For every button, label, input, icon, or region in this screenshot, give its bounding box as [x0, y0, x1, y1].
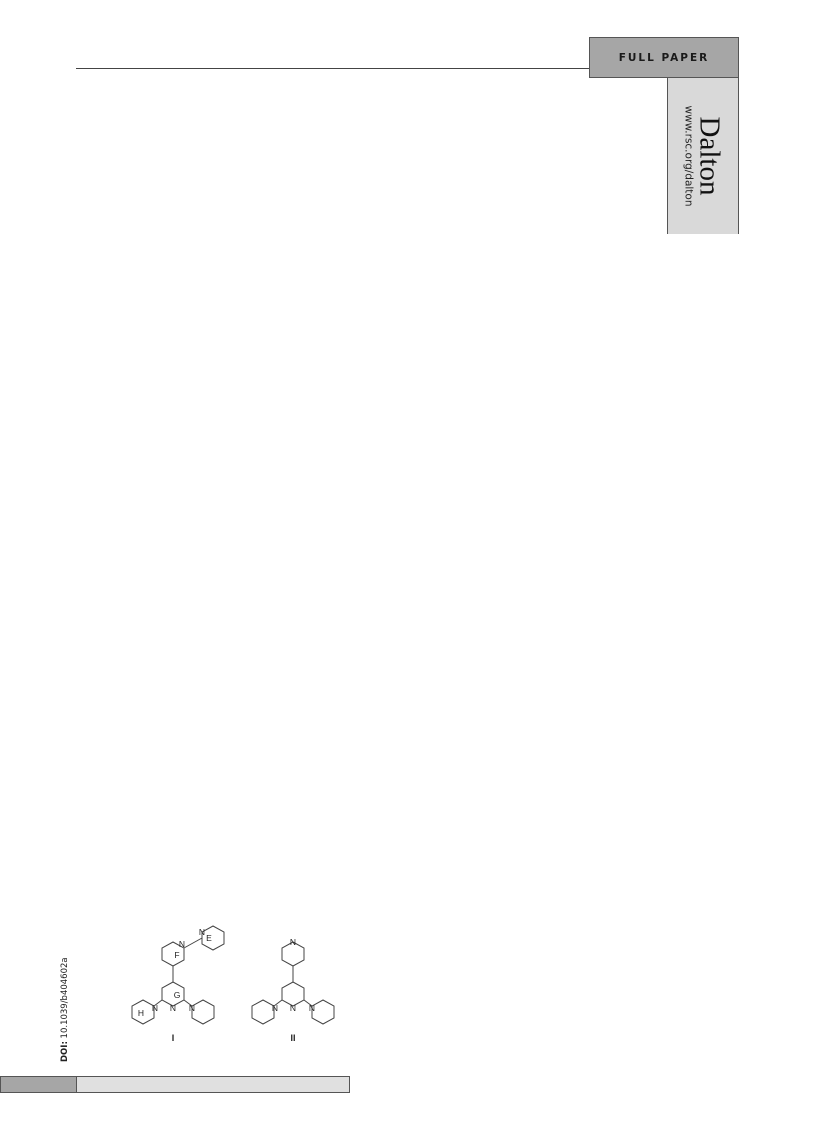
ring-label-g: G — [173, 990, 181, 1000]
doi — [60, 957, 70, 1062]
doi-value[interactable]: 10.1039/b404602a — [60, 957, 70, 1039]
ring-right-i — [192, 1000, 214, 1024]
header-rule — [76, 68, 590, 69]
ring-label-f: F — [174, 950, 180, 960]
journal-url[interactable]: www.rsc.org/dalton — [682, 105, 695, 207]
section-tab — [589, 37, 739, 78]
chemical-structures-figure — [120, 915, 360, 1065]
ring-label-e: E — [206, 933, 212, 943]
ring-left-ii — [252, 1000, 274, 1024]
structures-svg — [120, 915, 360, 1065]
footer-bar — [0, 1076, 350, 1093]
atom-n-7: N — [289, 1003, 297, 1013]
atom-n-3: N — [169, 1003, 177, 1013]
section-label: FULL PAPER — [618, 51, 710, 64]
footer-bar-accent — [1, 1077, 77, 1092]
journal-name: Dalton — [693, 116, 726, 196]
journal-banner — [667, 78, 739, 234]
atom-n-1: N — [178, 939, 186, 949]
structure-label-2: II — [290, 1033, 296, 1043]
atom-n-8: N — [271, 1003, 279, 1013]
structure-label-1: I — [171, 1033, 175, 1043]
ring-right-ii — [312, 1000, 334, 1024]
atom-n-9: N — [308, 1003, 316, 1013]
ring-label-h: H — [137, 1008, 145, 1018]
atom-n-6: N — [289, 937, 297, 947]
atom-n-4: N — [151, 1003, 159, 1013]
atom-n-5: N — [188, 1003, 196, 1013]
atom-n-2: N — [198, 927, 206, 937]
doi-prefix: DOI: — [60, 1041, 70, 1062]
